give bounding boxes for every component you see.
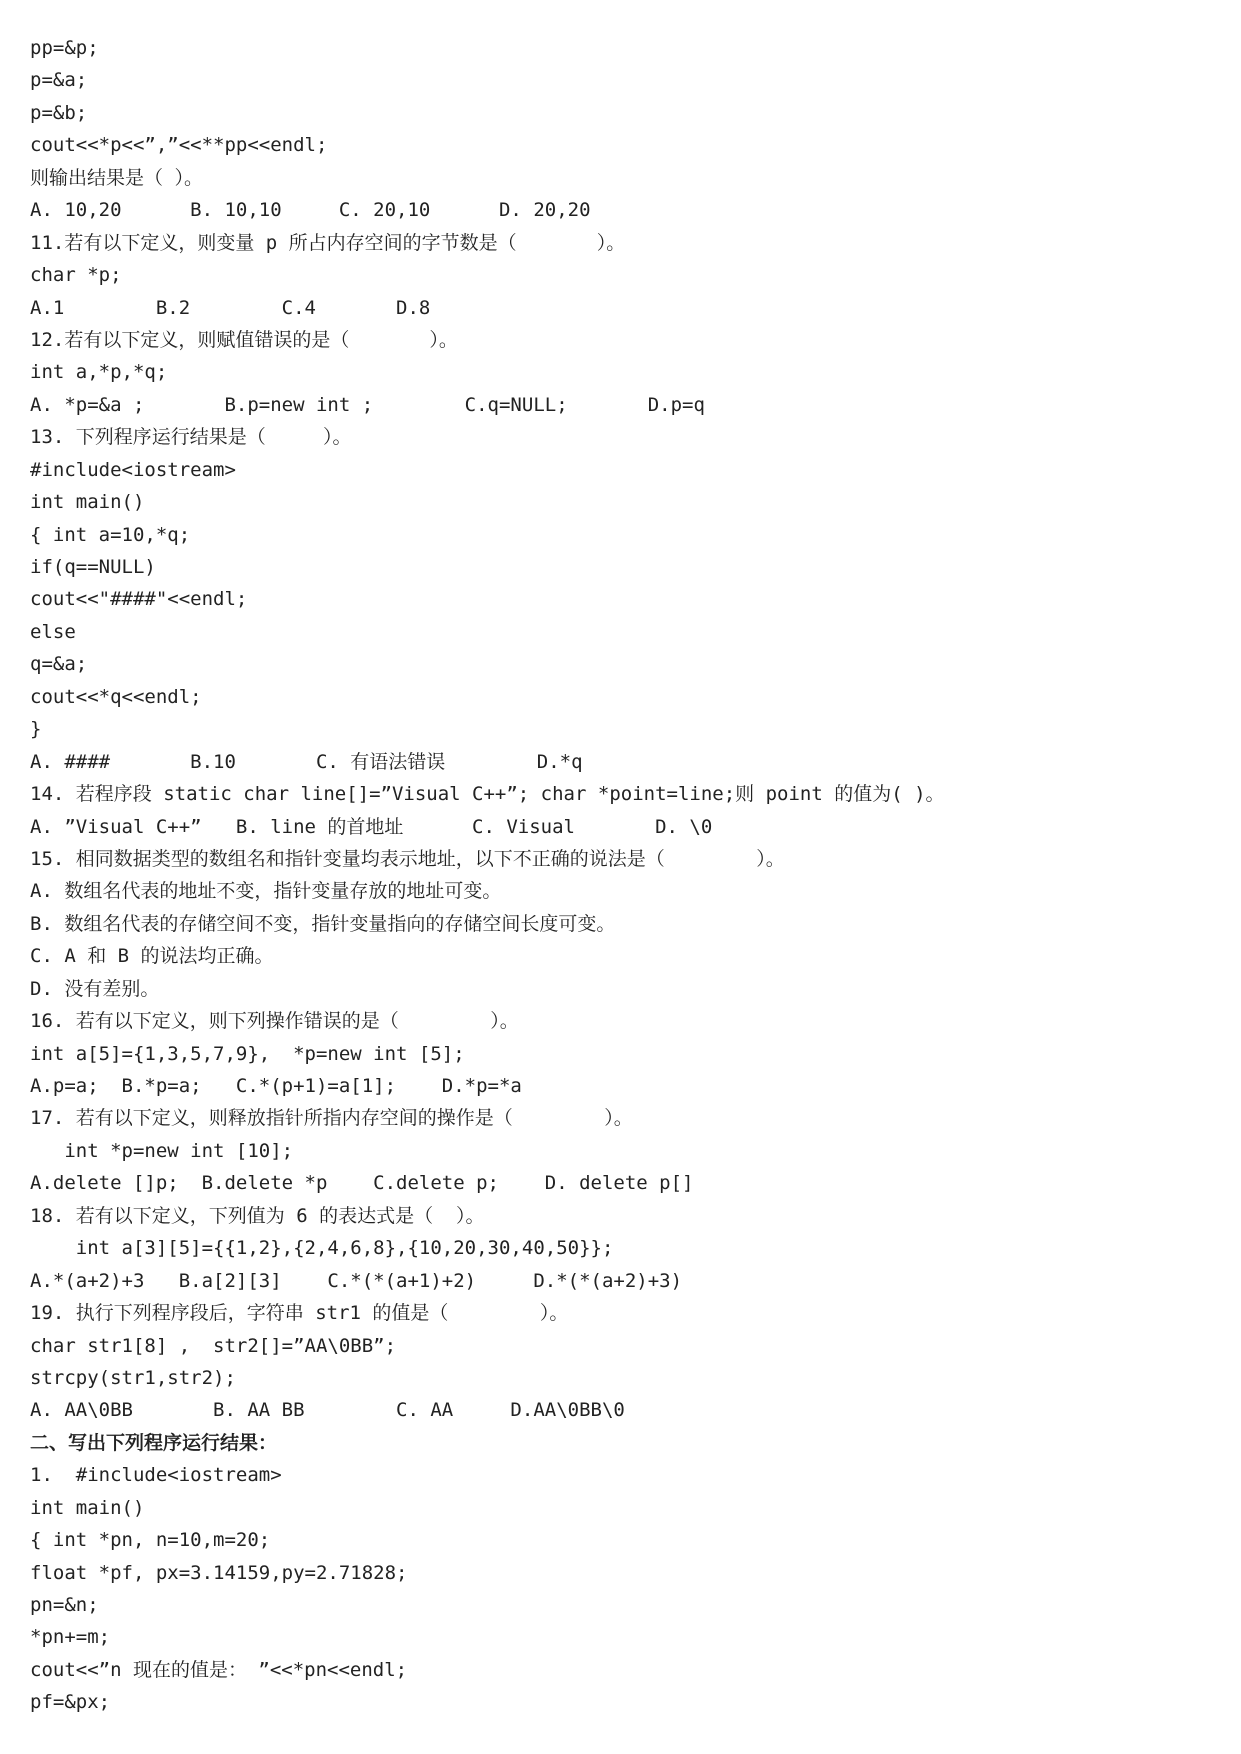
text-line: strcpy(str1,str2); — [30, 1366, 236, 1389]
text-line: 16. 若有以下定义，则下列操作错误的是（ ）。 — [30, 1010, 519, 1033]
text-line: float *pf, px=3.14159,py=2.71828; — [30, 1561, 408, 1584]
text-line: C. A 和 B 的说法均正确。 — [30, 945, 274, 968]
text-line: 13. 下列程序运行结果是（ ）。 — [30, 426, 352, 449]
text-line: q=&a; — [30, 653, 88, 676]
text-line: 14. 若程序段 static char line[]=”Visual C++”; char *point=line;则 point 的值为( )。 — [30, 783, 945, 806]
text-line: 15. 相同数据类型的数组名和指针变量均表示地址，以下不正确的说法是（ ）。 — [30, 847, 785, 870]
text-line: char str1[8] , str2[]=”AA\0BB”; — [30, 1334, 397, 1357]
text-line: 11.若有以下定义，则变量 p 所占内存空间的字节数是（ ）。 — [30, 231, 626, 254]
text-line: #include<iostream> — [30, 458, 236, 481]
text-line: p=&b; — [30, 101, 88, 124]
text-line: char *p; — [30, 264, 122, 287]
text-line: pf=&px; — [30, 1691, 111, 1714]
text-line: int a[3][5]={{1,2},{2,4,6,8},{10,20,30,40,50}}; — [30, 1237, 614, 1260]
text-line: A. AA\0BB B. AA BB C. AA D.AA\0BB\0 — [30, 1399, 625, 1422]
text-line: D. 没有差别。 — [30, 977, 160, 1000]
text-line: } — [30, 718, 42, 741]
text-line: cout<<"####"<<endl; — [30, 588, 248, 611]
text-line: A. #### B.10 C. 有语法错误 D.*q — [30, 750, 583, 773]
text-line: int main() — [30, 491, 145, 514]
text-line: else — [30, 620, 76, 643]
text-line: cout<<*q<<endl; — [30, 685, 202, 708]
text-line: A.p=a; B.*p=a; C.*(p+1)=a[1]; D.*p=*a — [30, 1075, 522, 1097]
text-line: 12.若有以下定义，则赋值错误的是（ ）。 — [30, 328, 458, 351]
text-line: { int *pn, n=10,m=20; — [30, 1529, 271, 1552]
text-line: pp=&p; — [30, 37, 99, 59]
text-line: 则输出结果是（ ）。 — [30, 166, 203, 189]
text-line: 1. #include<iostream> — [30, 1464, 282, 1487]
text-line: B. 数组名代表的存储空间不变，指针变量指向的存储空间长度可变。 — [30, 912, 616, 935]
section-heading: 二、写出下列程序运行结果： — [30, 1431, 278, 1454]
text-line: pn=&n; — [30, 1594, 99, 1616]
text-line: { int a=10,*q; — [30, 523, 191, 546]
text-line: 17. 若有以下定义，则释放指针所指内存空间的操作是（ ）。 — [30, 1107, 633, 1130]
text-line: A. 10,20 B. 10,10 C. 20,10 D. 20,20 — [30, 199, 591, 222]
text-line: A. ”Visual C++” B. line 的首地址 C. Visual D. \0 — [30, 815, 713, 838]
text-line: if(q==NULL) — [30, 556, 156, 578]
text-line: *pn+=m; — [30, 1626, 111, 1649]
text-line: int a[5]={1,3,5,7,9}, *p=new int [5]; — [30, 1042, 465, 1065]
text-line: int *p=new int [10]; — [30, 1139, 294, 1162]
text-line: cout<<*p<<”,”<<**pp<<endl; — [30, 134, 328, 157]
text-line: int a,*p,*q; — [30, 361, 168, 384]
text-line: 19. 执行下列程序段后，字符串 str1 的值是（ ）。 — [30, 1302, 569, 1325]
text-line: cout<<”n 现在的值是： ”<<*pn<<endl; — [30, 1658, 408, 1681]
text-line: A.*(a+2)+3 B.a[2][3] C.*(*(a+1)+2) D.*(*(a+2)+3) — [30, 1269, 683, 1292]
document-page — [30, 32, 1210, 1719]
text-line: int main() — [30, 1496, 145, 1519]
text-line: A.delete []p; B.delete *p C.delete p; D. delete p[] — [30, 1172, 694, 1195]
text-line: A. 数组名代表的地址不变，指针变量存放的地址可变。 — [30, 880, 502, 903]
text-line: A. *p=&a ; B.p=new int ; C.q=NULL; D.p=q — [30, 393, 705, 416]
text-line: A.1 B.2 C.4 D.8 — [30, 296, 431, 319]
text-line: p=&a; — [30, 69, 88, 92]
text-line: 18. 若有以下定义，下列值为 6 的表达式是（ ）。 — [30, 1204, 485, 1227]
